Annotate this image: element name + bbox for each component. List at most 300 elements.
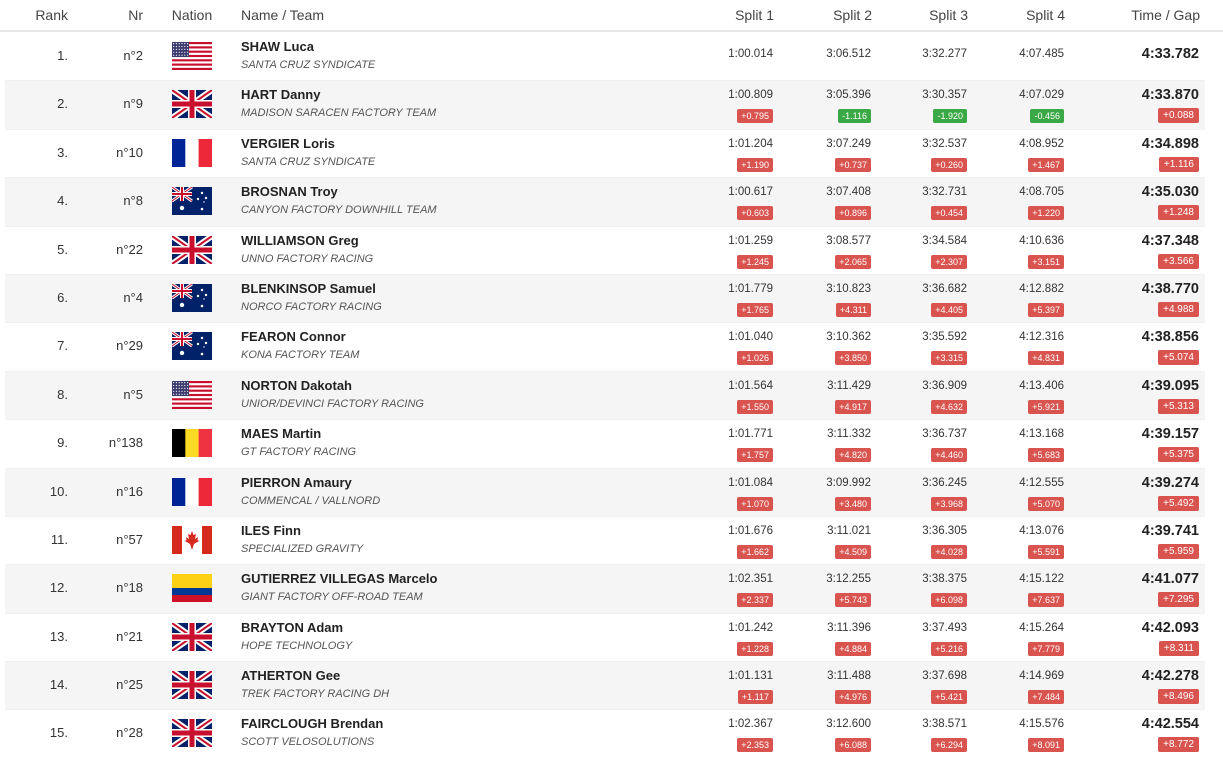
split-time: 1:01.242 (728, 621, 773, 634)
split-gap-badge: +0.260 (931, 158, 967, 172)
table-row[interactable] (5, 565, 1205, 613)
team-name: GIANT FACTORY OFF-ROAD TEAM (241, 591, 423, 604)
table-row[interactable] (5, 275, 1205, 323)
split-4-cell (964, 275, 1064, 323)
split-4-cell (964, 227, 1064, 275)
split-gap-badge: +5.921 (1028, 400, 1064, 414)
split-3-cell (867, 517, 967, 565)
split-1-cell (673, 662, 773, 710)
split-gap-badge: +0.603 (737, 206, 773, 220)
rank-cell: 4. (57, 193, 68, 209)
split-3-cell (867, 710, 967, 758)
rank-cell: 11. (50, 531, 68, 547)
split-1-cell (673, 517, 773, 565)
split-gap-badge: -1.920 (933, 109, 967, 123)
split-time: 3:11.396 (827, 621, 871, 634)
header-split-4: Split 4 (1026, 7, 1065, 23)
split-1-cell (673, 275, 773, 323)
split-gap-badge: +0.737 (835, 158, 871, 172)
bib-number-cell: n°8 (123, 193, 143, 209)
split-time: 4:08.705 (1019, 186, 1064, 199)
split-gap-badge: +1.228 (737, 642, 773, 656)
team-name: SANTA CRUZ SYNDICATE (241, 59, 376, 71)
split-3-cell (867, 469, 967, 517)
split-time: 1:01.204 (728, 137, 773, 150)
final-time-cell (1079, 517, 1199, 565)
rank-cell: 6. (57, 289, 68, 305)
rider-name[interactable]: ATHERTON Gee (241, 668, 341, 684)
split-4-cell (964, 323, 1064, 371)
split-gap-badge: +6.294 (931, 738, 967, 752)
uk-flag-icon (172, 719, 212, 747)
team-name: UNIOR/DEVINCI FACTORY RACING (241, 397, 424, 410)
final-gap-badge: +4.988 (1158, 302, 1199, 317)
rider-name[interactable]: BRAYTON Adam (241, 619, 344, 635)
split-gap-badge: +2.307 (931, 255, 967, 269)
team-name: SCOTT VELOSOLUTIONS (241, 736, 375, 749)
split-time: 3:12.600 (826, 718, 871, 731)
final-time-cell (1079, 614, 1199, 662)
split-3-cell (867, 662, 967, 710)
rider-name[interactable]: PIERRON Amaury (241, 474, 352, 490)
split-gap-badge: +4.831 (1028, 351, 1064, 365)
split-3-cell (867, 81, 967, 129)
rank-cell: 3. (57, 144, 68, 160)
rider-name[interactable]: WILLIAMSON Greg (241, 232, 359, 248)
split-time: 1:01.771 (728, 428, 773, 441)
team-name: KONA FACTORY TEAM (241, 349, 360, 362)
split-gap-badge: +4.028 (931, 545, 967, 559)
split-time: 1:01.676 (728, 524, 773, 537)
table-row[interactable] (5, 178, 1205, 226)
split-time: 3:11.021 (827, 524, 871, 537)
split-time: 3:32.277 (922, 48, 967, 60)
final-time: 4:39.274 (1141, 474, 1199, 491)
split-gap-badge: +6.098 (931, 593, 967, 607)
split-gap-badge: +4.460 (931, 448, 967, 462)
split-3-cell (867, 614, 967, 662)
split-3-cell (867, 130, 967, 178)
split-time: 3:32.731 (922, 186, 967, 199)
split-time: 1:00.809 (728, 89, 773, 102)
split-1-cell (673, 420, 773, 468)
final-time: 4:37.348 (1141, 232, 1199, 249)
split-2-cell (771, 420, 871, 468)
split-time: 4:07.485 (1019, 48, 1064, 60)
bib-number-cell: n°28 (116, 725, 143, 741)
final-time: 4:39.095 (1141, 377, 1199, 394)
bib-number-cell: n°57 (116, 531, 143, 547)
table-row[interactable] (5, 81, 1205, 129)
split-gap-badge: +1.550 (737, 400, 773, 414)
final-time-cell (1079, 565, 1199, 613)
split-gap-badge: +4.820 (835, 448, 871, 462)
header-name-team: Name / Team (241, 7, 324, 23)
split-time: 1:01.259 (728, 234, 773, 247)
split-time: 3:36.737 (922, 428, 967, 441)
header-split-1: Split 1 (735, 7, 774, 23)
split-time: 4:12.555 (1019, 476, 1064, 489)
split-gap-badge: +1.757 (737, 448, 773, 462)
split-3-cell (867, 33, 967, 81)
split-3-cell (867, 372, 967, 420)
bib-number-cell: n°2 (123, 48, 143, 63)
team-name: SANTA CRUZ SYNDICATE (241, 155, 376, 168)
final-time: 4:35.030 (1141, 184, 1199, 201)
bib-number-cell: n°9 (123, 96, 143, 112)
rider-name[interactable]: MAES Martin (241, 426, 322, 442)
colombia-flag-icon (172, 574, 212, 602)
final-time-cell (1079, 33, 1199, 81)
split-3-cell (867, 420, 967, 468)
split-3-cell (867, 323, 967, 371)
split-time: 4:13.406 (1019, 379, 1064, 392)
split-time: 3:37.698 (922, 670, 967, 683)
split-1-cell (673, 227, 773, 275)
split-2-cell (771, 275, 871, 323)
split-time: 4:12.316 (1019, 331, 1064, 344)
split-1-cell (673, 178, 773, 226)
split-time: 1:01.084 (728, 476, 773, 489)
split-time: 3:09.992 (826, 476, 871, 489)
split-3-cell (867, 227, 967, 275)
split-time: 3:12.255 (826, 573, 871, 586)
split-gap-badge: -0.456 (1030, 109, 1064, 123)
split-gap-badge: +2.065 (835, 255, 871, 269)
split-gap-badge: +5.683 (1028, 448, 1064, 462)
bib-number-cell: n°4 (123, 289, 143, 305)
split-gap-badge: +3.480 (835, 497, 871, 511)
rank-cell: 15. (49, 725, 68, 741)
table-row[interactable] (5, 33, 1205, 81)
final-time-cell (1079, 420, 1199, 468)
final-time-cell (1079, 372, 1199, 420)
final-gap-badge: +5.492 (1158, 496, 1199, 511)
final-time: 4:38.856 (1141, 329, 1199, 346)
split-2-cell (771, 469, 871, 517)
split-time: 4:13.076 (1019, 524, 1064, 537)
split-time: 4:08.952 (1019, 137, 1064, 150)
split-4-cell (964, 420, 1064, 468)
rider-name[interactable]: FEARON Connor (241, 329, 346, 345)
final-time: 4:42.278 (1141, 668, 1199, 685)
split-time: 1:02.351 (728, 573, 773, 586)
rider-name[interactable]: VERGIER Loris (241, 135, 335, 151)
split-gap-badge: +2.353 (737, 738, 773, 752)
final-time-cell (1079, 81, 1199, 129)
rank-cell: 1. (57, 48, 68, 63)
final-time-cell (1079, 469, 1199, 517)
split-gap-badge: +4.917 (835, 400, 871, 414)
split-time: 3:35.592 (922, 331, 967, 344)
split-time: 1:01.040 (728, 331, 773, 344)
final-time: 4:41.077 (1141, 571, 1199, 588)
split-gap-badge: +0.896 (835, 206, 871, 220)
split-3-cell (867, 178, 967, 226)
split-2-cell (771, 517, 871, 565)
split-gap-badge: +1.026 (737, 351, 773, 365)
rider-name[interactable]: GUTIERREZ VILLEGAS Marcelo (241, 571, 438, 587)
final-time-cell (1079, 178, 1199, 226)
split-time: 3:11.429 (827, 379, 871, 392)
table-row[interactable] (5, 130, 1205, 178)
france-flag-icon (172, 478, 212, 506)
split-gap-badge: +1.245 (737, 255, 773, 269)
split-gap-badge: +3.151 (1028, 255, 1064, 269)
split-2-cell (771, 81, 871, 129)
uk-flag-icon (172, 623, 212, 651)
split-gap-badge: +5.743 (835, 593, 871, 607)
split-3-cell (867, 565, 967, 613)
split-time: 3:07.408 (826, 186, 871, 199)
split-time: 3:10.362 (826, 331, 871, 344)
belgium-flag-icon (172, 429, 212, 457)
rank-cell: 9. (57, 435, 68, 451)
split-gap-badge: -1.116 (838, 109, 871, 123)
bib-number-cell: n°5 (123, 386, 143, 402)
split-1-cell (673, 710, 773, 758)
split-gap-badge: +6.088 (835, 738, 871, 752)
final-time-cell (1079, 323, 1199, 371)
table-row[interactable] (5, 614, 1205, 662)
split-gap-badge: +3.968 (931, 497, 967, 511)
split-time: 3:06.512 (826, 48, 871, 60)
team-name: GT FACTORY RACING (241, 446, 357, 459)
team-name: UNNO FACTORY RACING (241, 252, 374, 265)
team-name: NORCO FACTORY RACING (241, 300, 382, 313)
split-gap-badge: +4.509 (835, 545, 871, 559)
final-time-cell (1079, 130, 1199, 178)
final-time: 4:33.782 (1141, 46, 1199, 62)
split-4-cell (964, 178, 1064, 226)
split-gap-badge: +5.397 (1028, 303, 1064, 317)
split-gap-badge: +4.632 (931, 400, 967, 414)
split-1-cell (673, 33, 773, 81)
bib-number-cell: n°16 (116, 483, 143, 499)
bib-number-cell: n°10 (116, 144, 143, 160)
split-gap-badge: +5.216 (931, 642, 967, 656)
rider-name[interactable]: ILES Finn (241, 522, 301, 538)
usa-flag-icon (172, 381, 212, 409)
final-gap-badge: +8.496 (1158, 689, 1199, 704)
split-2-cell (771, 130, 871, 178)
final-gap-badge: +5.959 (1158, 544, 1199, 559)
split-gap-badge: +0.454 (931, 206, 967, 220)
split-gap-badge: +1.220 (1028, 206, 1064, 220)
bib-number-cell: n°18 (116, 580, 143, 596)
split-1-cell (673, 130, 773, 178)
final-gap-badge: +5.375 (1158, 447, 1199, 462)
split-2-cell (771, 662, 871, 710)
final-gap-badge: +1.248 (1158, 205, 1199, 220)
australia-flag-icon (172, 284, 212, 312)
uk-flag-icon (172, 671, 212, 699)
rider-name[interactable]: HART Danny (241, 87, 321, 103)
split-gap-badge: +5.070 (1028, 497, 1064, 511)
split-time: 1:00.617 (728, 186, 773, 199)
team-name: CANYON FACTORY DOWNHILL TEAM (241, 204, 437, 217)
split-4-cell (964, 614, 1064, 662)
split-time: 3:07.249 (826, 137, 871, 150)
split-gap-badge: +1.467 (1028, 158, 1064, 172)
split-time: 1:01.564 (728, 379, 773, 392)
france-flag-icon (172, 139, 212, 167)
split-gap-badge: +2.337 (737, 593, 773, 607)
rank-cell: 8. (57, 386, 68, 402)
header-nation: Nation (171, 7, 213, 23)
split-gap-badge: +7.779 (1028, 642, 1064, 656)
split-2-cell (771, 614, 871, 662)
split-time: 4:10.636 (1019, 234, 1064, 247)
split-time: 4:15.576 (1019, 718, 1064, 731)
header-split-2: Split 2 (833, 7, 872, 23)
table-row[interactable] (5, 420, 1205, 468)
split-1-cell (673, 372, 773, 420)
split-time: 3:11.488 (827, 670, 871, 683)
uk-flag-icon (172, 236, 212, 264)
table-body (5, 33, 1205, 758)
rider-name[interactable]: FAIRCLOUGH Brendan (241, 716, 384, 732)
split-4-cell (964, 565, 1064, 613)
rider-name[interactable]: SHAW Luca (241, 39, 314, 54)
final-time: 4:42.093 (1141, 619, 1199, 636)
split-2-cell (771, 227, 871, 275)
split-time: 3:11.332 (827, 428, 871, 441)
rank-cell: 10. (49, 483, 68, 499)
table-row[interactable] (5, 227, 1205, 275)
split-gap-badge: +0.795 (737, 109, 773, 123)
final-time: 4:34.898 (1141, 135, 1199, 152)
split-1-cell (673, 469, 773, 517)
split-1-cell (673, 614, 773, 662)
split-time: 3:36.682 (922, 282, 967, 295)
split-2-cell (771, 33, 871, 81)
split-gap-badge: +1.662 (737, 545, 773, 559)
split-4-cell (964, 710, 1064, 758)
split-gap-badge: +3.850 (835, 351, 871, 365)
australia-flag-icon (172, 332, 212, 360)
final-gap-badge: +5.074 (1158, 350, 1199, 365)
split-gap-badge: +3.315 (931, 351, 967, 365)
team-name: HOPE TECHNOLOGY (241, 639, 353, 652)
table-row[interactable] (5, 469, 1205, 517)
split-time: 4:07.029 (1019, 89, 1064, 102)
split-time: 3:36.909 (922, 379, 967, 392)
bib-number-cell: n°29 (116, 338, 143, 354)
split-time: 3:05.396 (826, 89, 871, 102)
split-time: 4:15.122 (1019, 573, 1064, 586)
header-rank: Rank (35, 7, 68, 23)
split-time: 3:10.823 (826, 282, 871, 295)
final-gap-badge: +7.295 (1158, 592, 1199, 607)
final-time-cell (1079, 227, 1199, 275)
table-row[interactable] (5, 517, 1205, 565)
rider-name[interactable]: NORTON Dakotah (241, 377, 352, 393)
split-4-cell (964, 33, 1064, 81)
rank-cell: 14. (49, 677, 68, 693)
split-gap-badge: +8.091 (1028, 738, 1064, 752)
table-row[interactable] (5, 323, 1205, 371)
bib-number-cell: n°22 (116, 241, 143, 257)
split-3-cell (867, 275, 967, 323)
team-name: SPECIALIZED GRAVITY (241, 542, 364, 555)
split-gap-badge: +4.311 (836, 303, 871, 317)
split-gap-badge: +5.591 (1028, 545, 1064, 559)
split-2-cell (771, 565, 871, 613)
header-split-3: Split 3 (929, 7, 968, 23)
split-1-cell (673, 81, 773, 129)
header-nr: Nr (128, 7, 143, 23)
split-time: 1:01.131 (728, 670, 773, 683)
split-4-cell (964, 662, 1064, 710)
split-gap-badge: +5.421 (931, 690, 967, 704)
bib-number-cell: n°21 (116, 628, 143, 644)
split-time: 1:02.367 (728, 718, 773, 731)
final-time: 4:39.741 (1141, 522, 1199, 539)
canada-flag-icon (172, 526, 212, 554)
rank-cell: 12. (49, 580, 68, 596)
table-row[interactable] (5, 710, 1205, 758)
split-time: 3:38.571 (922, 718, 967, 731)
team-name: COMMENCAL / VALLNORD (241, 494, 381, 507)
split-time: 1:01.779 (728, 282, 773, 295)
split-time: 4:12.882 (1019, 282, 1064, 295)
split-time: 3:30.357 (922, 89, 967, 102)
final-gap-badge: +0.088 (1158, 108, 1199, 123)
rider-name[interactable]: BLENKINSOP Samuel (241, 280, 376, 296)
table-row[interactable] (5, 662, 1205, 710)
split-1-cell (673, 565, 773, 613)
header-time-gap: Time / Gap (1131, 7, 1200, 23)
split-gap-badge: +1.190 (737, 158, 773, 172)
final-gap-badge: +1.116 (1159, 157, 1199, 172)
final-time: 4:33.870 (1141, 87, 1199, 104)
split-4-cell (964, 469, 1064, 517)
split-gap-badge: +4.884 (835, 642, 871, 656)
split-time: 3:38.375 (922, 573, 967, 586)
split-gap-badge: +4.405 (931, 303, 967, 317)
split-2-cell (771, 323, 871, 371)
table-header (0, 0, 1223, 32)
rank-cell: 13. (49, 628, 68, 644)
final-time-cell (1079, 275, 1199, 323)
rider-name[interactable]: BROSNAN Troy (241, 184, 338, 200)
split-time: 4:14.969 (1019, 670, 1064, 683)
australia-flag-icon (172, 187, 212, 215)
split-gap-badge: +1.765 (737, 303, 773, 317)
split-2-cell (771, 178, 871, 226)
final-gap-badge: +8.772 (1158, 737, 1199, 752)
final-time-cell (1079, 662, 1199, 710)
split-4-cell (964, 517, 1064, 565)
rank-cell: 2. (57, 96, 68, 112)
split-time: 1:00.014 (728, 48, 773, 60)
split-time: 3:08.577 (826, 234, 871, 247)
final-gap-badge: +5.313 (1158, 399, 1199, 414)
split-time: 3:34.584 (922, 234, 967, 247)
split-1-cell (673, 323, 773, 371)
split-gap-badge: +4.976 (835, 690, 871, 704)
split-time: 3:32.537 (922, 137, 967, 150)
split-4-cell (964, 372, 1064, 420)
split-4-cell (964, 130, 1064, 178)
split-time: 3:37.493 (922, 621, 967, 634)
split-time: 4:13.168 (1019, 428, 1064, 441)
table-row[interactable] (5, 372, 1205, 420)
final-time-cell (1079, 710, 1199, 758)
split-gap-badge: +1.070 (737, 497, 773, 511)
split-gap-badge: +7.637 (1028, 593, 1064, 607)
